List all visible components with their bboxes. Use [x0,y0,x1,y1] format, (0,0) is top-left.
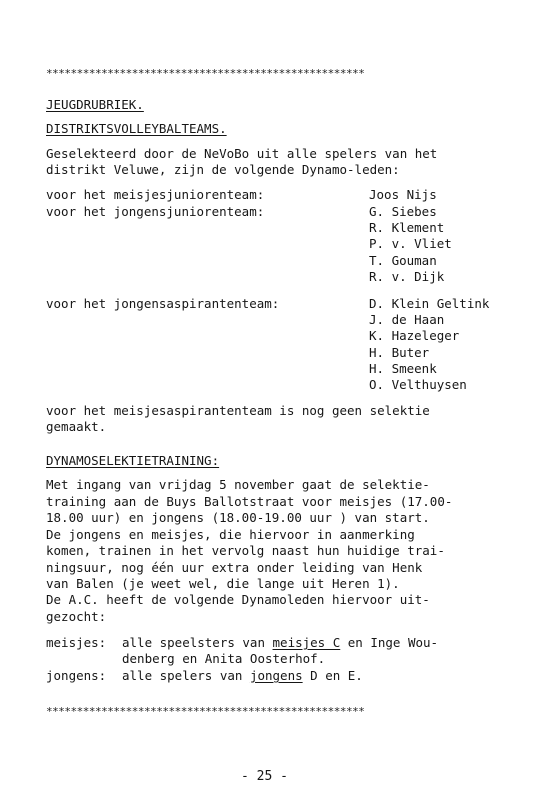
meisjesaspiranten-line-1: voor het meisjesaspirantenteam is nog geen selektie [46,403,430,418]
meisjes-line-1 [122,635,438,651]
team-label-meisjesjunioren: voor het meisjesjuniorenteam: [46,187,265,202]
training-line: training aan de Buys Ballotstraat voor meisjes (17.00- [46,494,453,509]
player-name: R. Klement [369,220,445,235]
meisjes-line-1-pre: alle speelsters van [122,635,273,650]
training-line: komen, trainen in het vervolg naast hun huidige trai- [46,543,445,558]
team-label-jongensaspiranten: voor het jongensaspirantenteam: [46,296,280,311]
training-line: Met ingang van vrijdag 5 november gaat de selektie- [46,477,430,492]
jongens-label: jongens: [46,668,107,683]
training-line: gezocht: [46,609,107,624]
player-name: Joos Nijs [369,187,437,202]
player-name: P. v. Vliet [369,236,452,251]
meisjesaspiranten-line-2: gemaakt. [46,419,107,434]
player-name: T. Gouman [369,253,437,268]
training-line: 18.00 uur) en jongens (18.00-19.00 uur ) van start. [46,510,430,525]
jongens-line-post: D en E. [302,668,363,683]
separator-top: **************************************************** [46,67,365,80]
heading-dynamoselektietraining: DYNAMOSELEKTIETRAINING: [46,453,220,468]
heading-jeugdrubriek: JEUGDRUBRIEK. [46,97,144,112]
player-name: H. Buter [369,345,430,360]
player-name: R. v. Dijk [369,269,445,284]
player-name: D. Klein Geltink [369,296,490,311]
jongens-line [122,668,363,684]
training-line: van Balen (je weet wel, die lange uit Heren 1). [46,576,400,591]
intro-line-1: Geselekteerd door de NeVoBo uit alle spelers van het [46,146,438,161]
jongens-underlined: jongens [249,668,303,683]
training-line: ningsuur, nog één uur extra onder leiding van Henk [46,560,423,575]
jongens-line-pre: alle spelers van [122,668,250,683]
player-name: O. Velthuysen [369,377,467,392]
meisjes-c-underlined: meisjes C [272,635,341,650]
training-line: De jongens en meisjes, die hiervoor in aanmerking [46,527,415,542]
training-line: De A.C. heeft de volgende Dynamoleden hiervoor uit- [46,592,430,607]
meisjes-line-2: denberg en Anita Oosterhof. [122,651,326,666]
separator-bottom: **************************************************** [46,705,365,718]
player-name: G. Siebes [369,204,437,219]
meisjes-line-1-post: en Inge Wou- [340,635,439,650]
intro-line-2: distrikt Veluwe, zijn de volgende Dynamo-leden: [46,162,400,177]
meisjes-label: meisjes: [46,635,107,650]
page-number: - 25 - [241,769,288,784]
player-name: J. de Haan [369,312,445,327]
heading-distriktsvolleybalteams: DISTRIKTSVOLLEYBALTEAMS. [46,121,227,136]
player-name: K. Hazeleger [369,328,460,343]
team-label-jongensjunioren: voor het jongensjuniorenteam: [46,204,265,219]
player-name: H. Smeenk [369,361,437,376]
